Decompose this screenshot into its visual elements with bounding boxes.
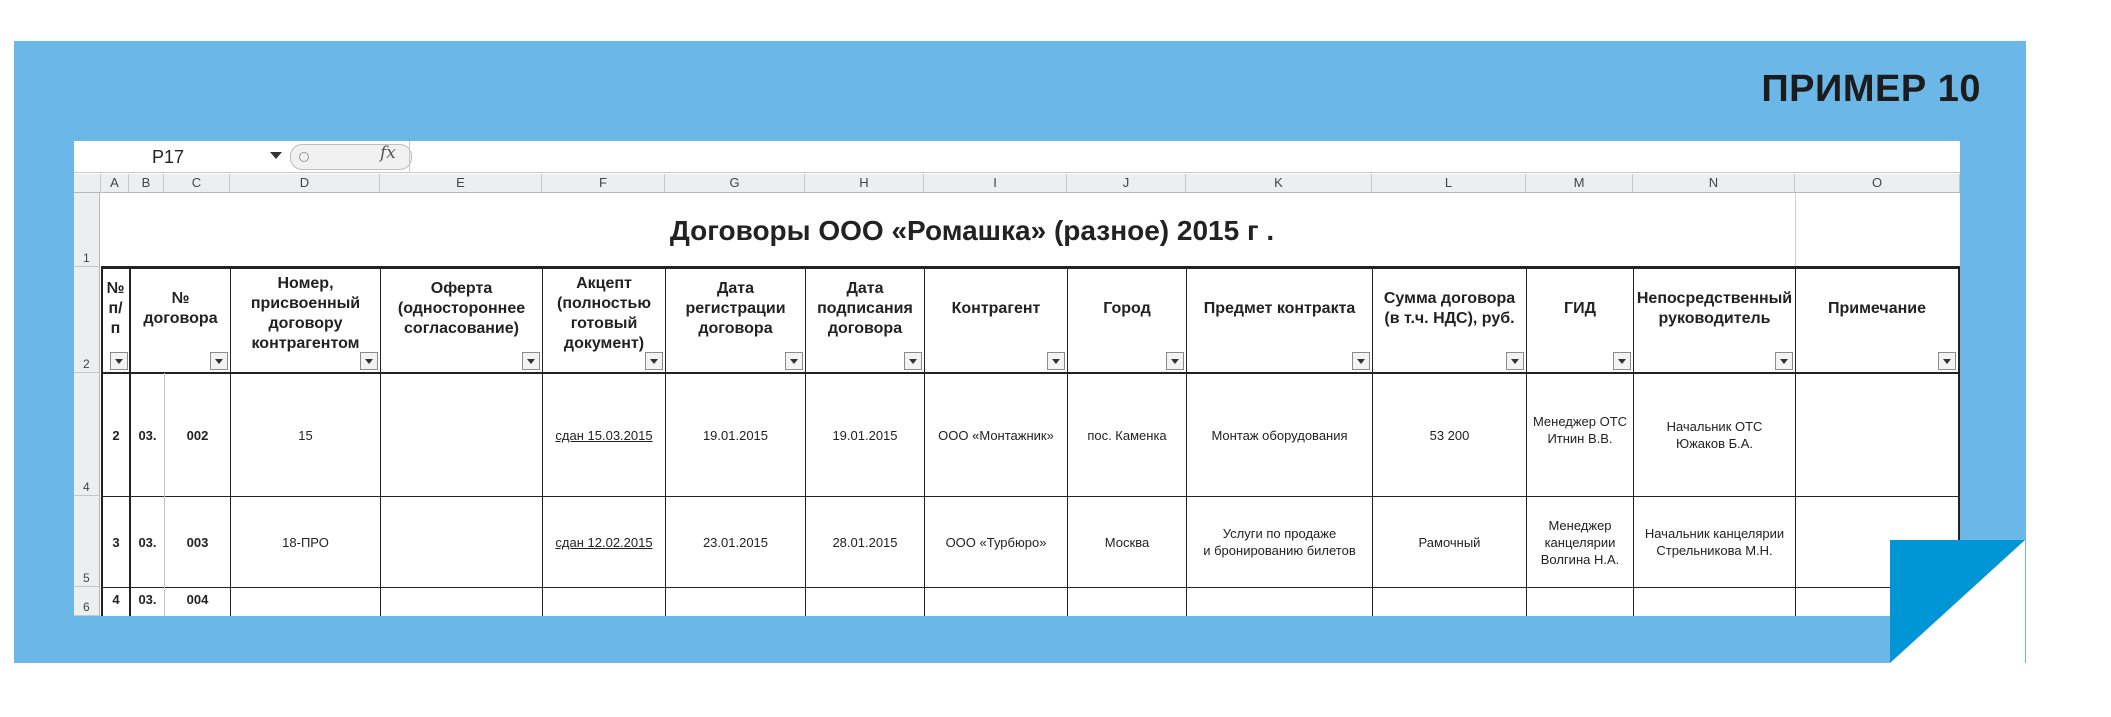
name-box-value: P17 [152,147,185,167]
col-header-m[interactable]: M [1526,174,1633,192]
cell-sign-date[interactable]: 28.01.2015 [832,534,898,550]
gid-line: канцелярии [1544,534,1616,550]
col-header-c[interactable]: C [164,174,230,192]
row-header-4[interactable] [74,373,100,496]
col-header-f[interactable]: F [542,174,665,192]
page-corner [1890,540,2025,663]
circle-icon [299,152,309,162]
cell-num[interactable]: 2 [112,427,120,443]
cell-code[interactable]: 002 [186,427,209,443]
filter-dropdown-icon[interactable] [1506,352,1524,370]
header-subject[interactable]: Предмет контракта [1203,300,1356,317]
col-header-b[interactable]: B [129,174,164,192]
filter-dropdown-icon[interactable] [1938,352,1956,370]
row-number: 2 [83,357,90,371]
cell-accept[interactable]: сдан 12.02.2015 [555,534,653,550]
header-counterparty[interactable]: Контрагент [951,300,1041,317]
spreadsheet [74,141,1960,616]
cell-city[interactable]: Москва [1104,534,1150,550]
cell-reg-date[interactable]: 19.01.2015 [702,427,769,443]
manager-line: Стрельникова М.Н. [1656,543,1773,558]
header-reg-date[interactable]: Дата регистрации договора [685,280,786,337]
filter-dropdown-icon[interactable] [1613,352,1631,370]
col-header-k[interactable]: K [1186,174,1372,192]
col-header-a[interactable]: A [101,174,129,192]
filter-dropdown-icon[interactable] [1166,352,1184,370]
cell-num[interactable]: 4 [112,591,120,607]
cell-offer[interactable] [381,497,542,587]
filter-dropdown-icon[interactable] [904,352,922,370]
row-header-1[interactable] [74,193,100,267]
header-gid[interactable]: ГИД [1564,300,1596,317]
cell-counterparty[interactable]: ООО «Монтажник» [938,427,1054,443]
formula-bar [74,141,1960,173]
header-amount[interactable]: Сумма договора (в т.ч. НДС), руб. [1383,290,1516,327]
header-city[interactable]: Город [1103,300,1151,317]
header-note[interactable]: Примечание [1827,300,1927,317]
gid-line: Итнин В.В. [1547,431,1613,446]
cell-gid[interactable] [1527,374,1633,486]
filter-dropdown-icon[interactable] [785,352,803,370]
name-box[interactable] [74,143,284,170]
row-header-6[interactable] [74,587,100,616]
function-icon[interactable]: fx [380,143,396,163]
cell-note[interactable] [1796,374,1958,496]
chevron-down-icon[interactable] [270,152,282,159]
header-assigned-no[interactable]: Номер, присвоенный договору контрагентом [250,275,361,352]
col-header-d[interactable]: D [230,174,380,192]
col-header-e[interactable]: E [380,174,542,192]
row-number: 6 [83,600,90,614]
col-header-n[interactable]: N [1633,174,1795,192]
row-header-2[interactable] [74,267,100,373]
col-header-h[interactable]: H [805,174,924,192]
cell-amount[interactable]: Рамочный [1418,534,1481,550]
row-number: 5 [83,571,90,585]
manager-line: Начальник канцелярии [1644,526,1785,541]
row-header-5[interactable] [74,496,100,587]
cell-subject[interactable] [1187,497,1372,587]
manager-line: Начальник ОТС [1666,419,1763,434]
cell-counterparty[interactable]: ООО «Турбюро» [945,534,1047,550]
header-contract-no[interactable]: № договора [143,290,218,327]
divider [409,141,410,172]
cell-gid[interactable] [1527,497,1633,587]
cell-city[interactable]: пос. Каменка [1087,427,1167,443]
example-label: ПРИМЕР 10 [1761,68,1981,110]
filter-dropdown-icon[interactable] [110,352,128,370]
col-header-l[interactable]: L [1372,174,1526,192]
cell-prefix[interactable]: 03. [138,534,157,550]
sheet-title-cell[interactable] [101,194,1960,266]
header-sign-date[interactable]: Дата подписания договора [817,280,913,337]
header-offer[interactable]: Оферта (одностороннее согласование) [397,280,526,337]
filter-dropdown-icon[interactable] [210,352,228,370]
filter-dropdown-icon[interactable] [1047,352,1065,370]
filter-dropdown-icon[interactable] [1775,352,1793,370]
cell-sign-date[interactable]: 19.01.2015 [832,427,898,443]
subject-line: Услуги по продаже [1222,526,1337,541]
cell-code[interactable]: 004 [186,591,209,607]
gid-line: Менеджер [1548,517,1612,533]
filter-dropdown-icon[interactable] [360,352,378,370]
cell-code[interactable]: 003 [186,534,209,550]
cell-manager[interactable] [1634,374,1795,496]
cell-prefix[interactable]: 03. [138,591,157,607]
cell-num[interactable]: 3 [112,534,120,550]
cell-assigned[interactable]: 18-ПРО [282,534,329,550]
folded-corner-icon [1890,540,2025,663]
cell-subject[interactable]: Монтаж оборудования [1211,427,1348,443]
manager-line: Южаков Б.А. [1675,436,1754,451]
subject-line: и бронированию билетов [1203,543,1356,558]
col-header-i[interactable]: I [924,174,1067,192]
cell-reg-date[interactable]: 23.01.2015 [702,534,769,550]
header-num[interactable]: № п/п [106,280,125,337]
cell-prefix[interactable]: 03. [138,427,157,443]
gid-line: Волгина Н.А. [1540,551,1620,567]
row-number: 1 [83,251,90,265]
select-all-corner[interactable] [74,174,101,192]
col-header-g[interactable]: G [665,174,805,192]
col-header-o[interactable]: O [1795,174,1960,192]
gridline [1795,193,1796,267]
gid-line: Менеджер ОТС [1532,414,1628,429]
cell-assigned[interactable]: 15 [298,427,313,443]
header-accept[interactable]: Акцепт (полностью готовый документ) [557,275,651,352]
filter-dropdown-icon[interactable] [645,352,663,370]
cell-accept[interactable]: сдан 15.03.2015 [555,427,653,443]
cell-offer[interactable] [381,374,542,496]
col-header-j[interactable]: J [1067,174,1186,192]
header-manager[interactable]: Непосредственный руководитель [1636,290,1793,327]
column-headers [74,174,1960,193]
filter-dropdown-icon[interactable] [522,352,540,370]
row-number: 4 [83,480,90,494]
sheet-title: Договоры ООО «Ромашка» (разное) 2015 г . [669,215,1275,246]
cell-amount[interactable]: 53 200 [1429,427,1470,443]
cell-manager[interactable] [1634,497,1795,587]
filter-dropdown-icon[interactable] [1352,352,1370,370]
